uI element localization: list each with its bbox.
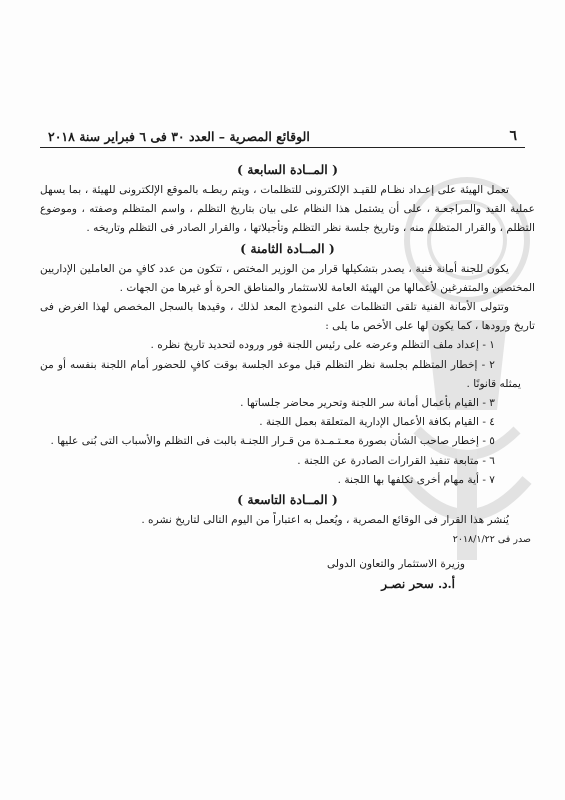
list-item: ٦ - متابعة تنفيذ القرارات الصادرة عن اللجنة .: [297, 454, 495, 467]
list-item: ٢ - إخطار المتظلم بجلسة نظر التظلم قبل موعد الجلسة بوقت كافٍ للحضور أمام اللجنة بنفسه أو من يمثله قانونًا .: [40, 358, 521, 390]
signature-ministry: وزيرة الاستثمار والتعاون الدولى: [326, 558, 465, 571]
issue-date: صدر فى ٢٠١٨/١/٢٢: [452, 534, 531, 546]
header-title: الوقائع المصرية – العدد ٣٠ فى ٦ فبراير سنة ٢٠١٨: [48, 129, 310, 144]
article-7-paragraph: تعمل الهيئة على إعـداد نظـام للقيـد الإلكترونى للتظلمات ، ويتم ربطـه بالموقع الإلكترونى للهيئة ، بما يسهل عملية القيد والمراجعـة ، على أن يشتمل هذا النظام على بيان بتاريخ التظلم ، واسم المتظلم وصفته ، وموضوع التظلم ، والقرار المتظلم منه ، وتاريخ جلسة نظر التظلم وتأجيلاتها ، والقرار الصادر فى التظلم وتاريخه .: [40, 184, 535, 235]
list-item: ٣ - القيام بأعمال أمانة سر اللجنة وتحرير محاضر جلساتها .: [240, 397, 495, 410]
page-header: [40, 128, 525, 148]
article-8-paragraph-2: وتتولى الأمانة الفنية تلقى التظلمات على النموذج المعد لذلك ، وقيدها بالسجل المخصص لهذا الغرض فى تاريخ ورودها ، كما يكون لها على الأخص ما يلى :: [40, 301, 535, 333]
signature-name: أ.د. سحر نصـر: [381, 576, 455, 591]
article-9-paragraph: يُنشر هذا القرار فى الوقائع المصرية ، ويُعمل به اعتباراً من اليوم التالى لتاريخ نشره .: [141, 514, 509, 527]
article-9-heading: ( المــادة التاسعة ): [237, 492, 338, 508]
page-number: ٦: [509, 128, 517, 144]
page-body: [40, 160, 535, 594]
article-8-heading: ( المــادة الثامنة ): [240, 240, 335, 256]
list-item: ٤ - القيام بكافة الأعمال الإدارية المتعلقة بعمل اللجنة .: [259, 416, 495, 429]
list-item: ١ - إعداد ملف التظلم وعرضه على رئيس اللجنة فور وروده لتحديد تاريخ نظره .: [150, 339, 495, 352]
article-8-paragraph-1: يكون للجنة أمانة فنية ، يصدر بتشكيلها قرار من الوزير المختص ، تتكون من عدد كافٍ من العاملين الإداريين المختصين والمتفرغين لأعمالها من الهيئة العامة للاستثمار والمناطق الحرة أو غيرها من الجهات .: [40, 262, 535, 294]
list-item: ٧ - أية مهام أخرى تكلفها بها اللجنة .: [337, 473, 495, 486]
signature-block: [40, 555, 535, 593]
article-7-heading: ( المــادة السابعة ): [236, 162, 339, 177]
list-item: ٥ - إخطار صاحب الشأن بصورة معـتـمـدة من قـرار اللجنـة بالبت فى التظلم والأسباب التى بُنى عليها .: [50, 435, 495, 448]
